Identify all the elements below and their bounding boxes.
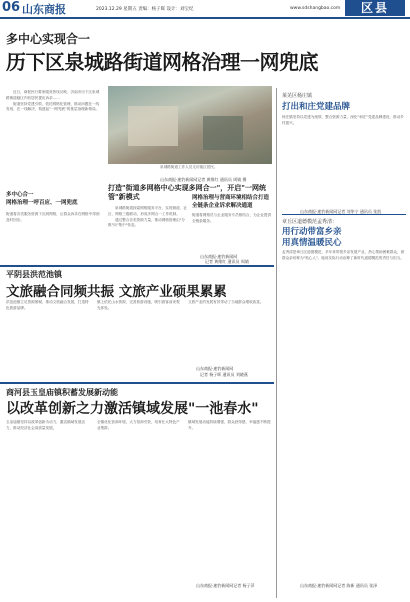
newspaper-name: 山东商报	[22, 3, 66, 16]
right-story1-kicker: 莱芜区杨庄镇	[282, 93, 313, 99]
section-tab: 区县	[345, 0, 405, 16]
column-divider	[276, 88, 277, 598]
lead-section2-para: 通过整合各类资源力量，推动网格管理由"分散"向"集中"转变。	[108, 217, 185, 227]
lead-section3-text: 街道将网格员与企业服务专员相结合，为企业提供全链条服务。	[192, 213, 272, 223]
lead-intro-para: 近日，商报民行要家服务热线反映，济南市历下区泉城路街道辖区内有居民提出诉求……	[6, 90, 100, 100]
story2-headline: 文旅融合同频共振 文旅产业硕果累累	[6, 284, 227, 300]
lead-section1-text: 街道将各类服务资源下沉到网格，让群众诉求在网格中得到及时回应。	[6, 212, 100, 222]
lead-section2-heading: 打造"街道多网格中心实现多网合一"，开启"一网统管"新模式	[108, 184, 266, 201]
right-story1-headline: 打出和庄党建品牌	[282, 102, 351, 112]
right-story2-byline: 山东商报·速豹新闻网记者 陈新 通讯员 张泽	[300, 583, 378, 588]
story2-column: 洪范池镇立足资源禀赋，推动文旅融合发展，打造特色旅游品牌。	[6, 300, 89, 310]
right-story1-text: 杨庄镇坚持以党建为统领，整合资源力量，深化"和庄"党建品牌建设，推动乡村振兴。	[282, 115, 404, 125]
photo-figure	[203, 116, 243, 150]
story3-column: 全镇优化营商环境，大力招商引资，培育壮大特色产业集群。	[97, 420, 180, 430]
right-story2-headline-line2: 用真情温暖民心	[282, 238, 342, 248]
lead-section1-title: 多中心合一	[6, 192, 34, 198]
right-story1-byline: 山东商报·速豹新闻网记者 刘华宁 通讯员 张凯	[300, 209, 382, 214]
issue-meta: 2023.12.29 星期五 责编：杨子晖 设计：刘宝纪	[96, 7, 194, 12]
lead-headline: 历下区泉城路街道网格治理一网兜底	[6, 50, 318, 74]
story2-column: 文旅产业的发展有效带动了当地群众增收致富。	[188, 300, 264, 304]
lead-section1-subtitle: 网格治理一呼百应、一网兜底	[6, 200, 78, 206]
masthead-rule	[0, 17, 410, 19]
story2-byline: 山东商报·速豹新闻网	[196, 366, 234, 371]
story2-column: 镇上依托山水资源，完善旅游设施，吸引游客前来观光体验。	[97, 300, 180, 310]
lead-photo-credit: 山东商报·速豹新闻网记者 黄维红 通讯员 周婧 摄	[160, 177, 247, 182]
story2-byline-reporters: 记者 杨子晖 通讯员 刘晓燕	[200, 372, 248, 377]
website-url: www.sdshangbao.com	[290, 6, 341, 11]
right-story2-headline-line1: 用行动带富乡亲	[282, 227, 342, 237]
lead-section1-heading	[6, 190, 78, 206]
right-story2-text: 孟秀清是章丘区道德模范，多年来带领乡亲发展产业，热心帮助困难群众，被群众亲切称为"贴心人"。她用实际行动诠释了新时代道德模范的责任与担当。	[282, 250, 405, 260]
page-number: 06	[2, 0, 21, 15]
section-divider	[0, 265, 274, 267]
lead-byline: 山东商报·速豹新闻网	[200, 254, 238, 259]
lead-intro-text	[6, 90, 102, 186]
lead-photo-caption: 泉城路街道工作人员走访辖区居民。	[160, 165, 218, 169]
story3-kicker: 商河县玉皇庙镇积蓄发展新动能	[6, 388, 118, 397]
photo-figure	[128, 106, 178, 146]
story3-headline: 以改革创新之力激活镇域发展"一池春水"	[6, 401, 259, 417]
right-divider	[282, 214, 406, 215]
lead-section2-para: 泉城路街道探索网格服务平台，实现街道、社区、网格三级联动，形成多网合一工作机制。	[108, 206, 187, 216]
lead-intro-para: 街道坚持党建引领，依托网格化管理，推动问题在一线发现、在一线解决，构建起"一网兜底"的基层治理新格局。	[6, 101, 100, 111]
lead-subtitle: 多中心实现合一	[6, 32, 91, 46]
lead-photo	[108, 86, 272, 164]
story2-kicker: 平阴县洪范池镇	[6, 270, 62, 279]
story3-column: 玉皇庙镇坚持以改革创新为动力，激活镇域发展活力，推动经济社会高质量发展。	[6, 420, 86, 430]
section-divider	[0, 382, 274, 384]
story3-column: 镇域发展动能持续增强，群众获得感、幸福感不断提升。	[188, 420, 271, 430]
lead-section3-heading: 网格治理与营商环境相结合打造全链条企业诉求解决通道	[192, 195, 270, 209]
right-story2-kicker: 章丘区道德模范孟秀清：	[282, 219, 338, 225]
lead-section2-text	[108, 206, 188, 260]
story3-byline: 山东商报·速豹新闻网记者 杨子萍	[196, 583, 255, 588]
lead-byline-reporters: 记者 黄维红 通讯员 周婧	[205, 259, 249, 264]
masthead	[0, 0, 410, 16]
